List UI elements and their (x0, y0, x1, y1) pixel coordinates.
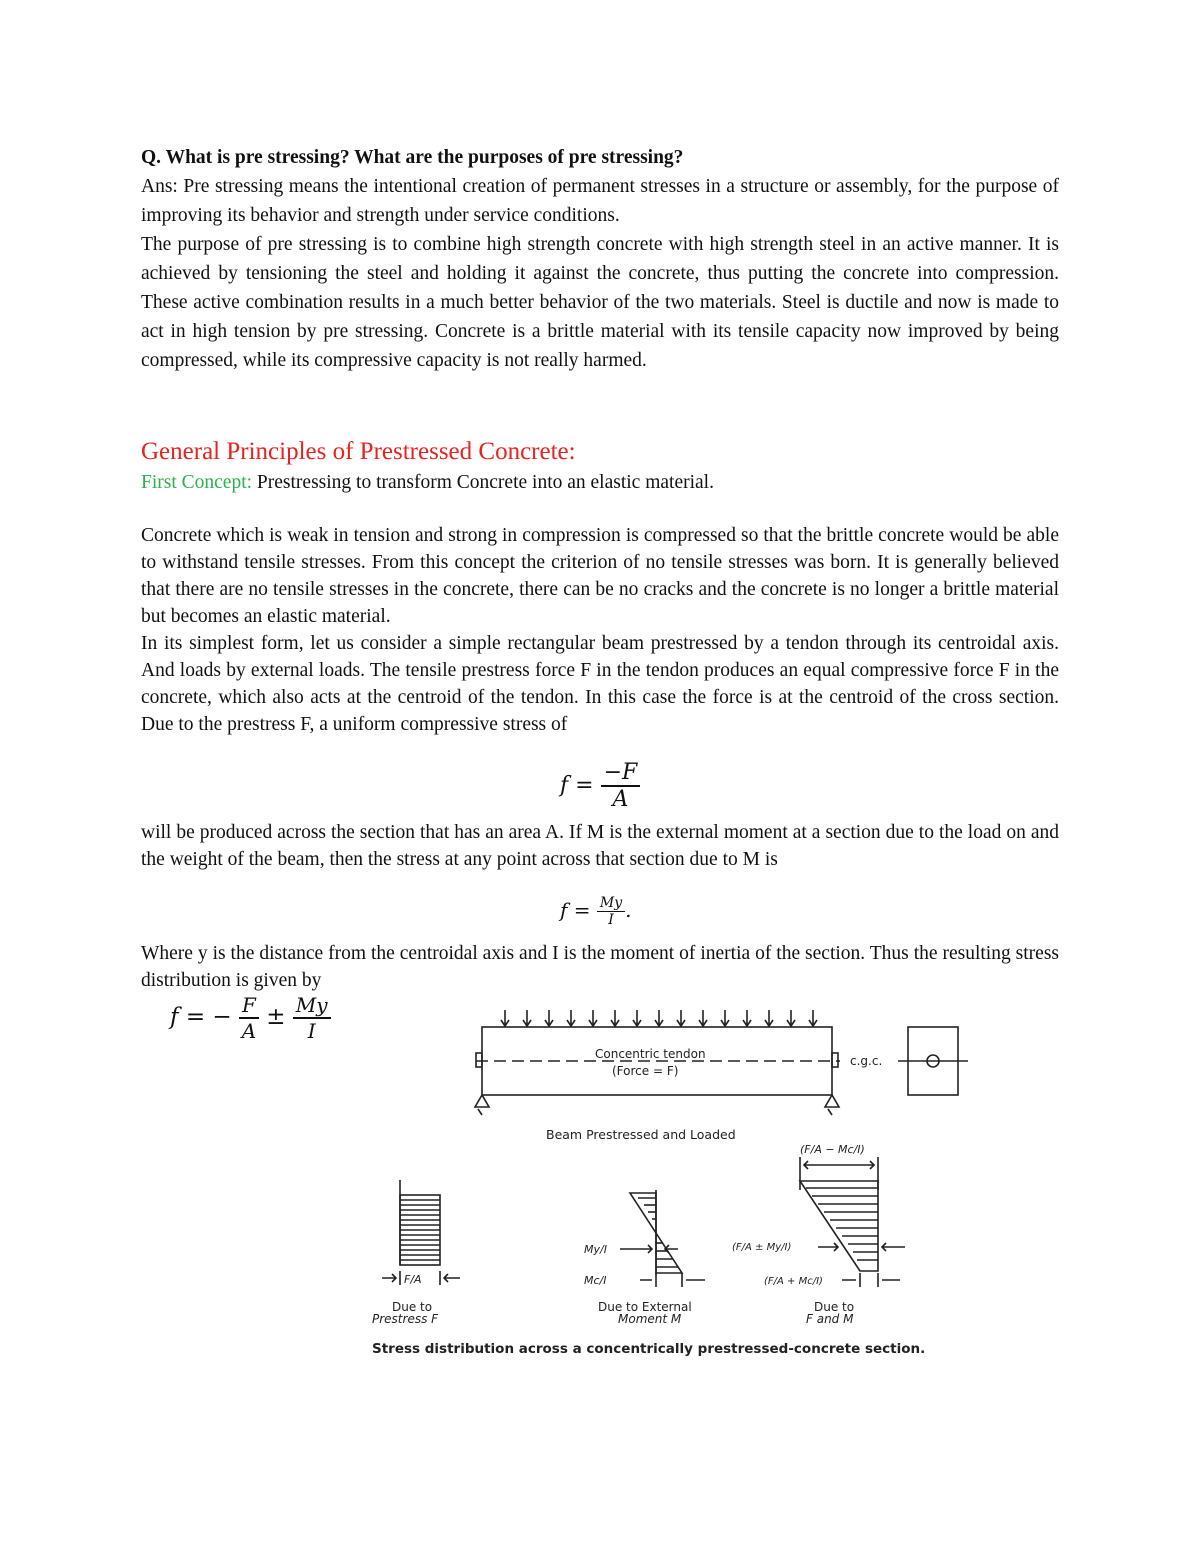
eq2-numerator: My (597, 895, 625, 912)
eq3-lhs: f = − (170, 1004, 232, 1030)
concept-label: First Concept: (141, 472, 253, 493)
bending-stress-triangles (620, 1190, 705, 1287)
answer-paragraph-2: The purpose of pre stressing is to combine high strength concrete with high strength steel in an active manner. It is achieved by tensioning the steel and holding it against the concrete, thus putting the concrete into compression. These active combination results in a much better behavior of the two materials. Steel is ductile and now is made to act in high tension by pre stressing. Concrete is a brittle material with its tensile capacity now improved by being compressed, while its compressive capacity is not really harmed. (141, 234, 1059, 371)
equation-bending-stress (560, 895, 632, 928)
figure-caption: Stress distribution across a concentrically prestressed-concrete section. (372, 1341, 926, 1357)
caption-combined-line2: F and M (806, 1312, 854, 1326)
eq2-lhs: f = (560, 898, 591, 922)
question-heading: Q. What is pre stressing? What are the purposes of pre stressing? (141, 147, 684, 168)
eq1-lhs: f = (560, 773, 594, 798)
eq3-denominator-2: I (307, 1019, 316, 1043)
force-label: (Force = F) (612, 1064, 679, 1078)
paragraph-concrete: Concrete which is weak in tension and strong in compression is compressed so that the brittle concrete would be able to withstand tensile stresses. From this concept the criterion of no tensile stresses was born. It is generally believed that there are no tensile stresses in the concrete, there can be no cracks and the concrete is no longer a brittle material but becomes an elastic material. (141, 525, 1059, 627)
eq1-denominator: A (612, 787, 629, 812)
bot-combo-label: (F/A + Mc/I) (764, 1276, 823, 1287)
caption-prestress-line2: Prestress F (372, 1312, 439, 1326)
answer-paragraph-1: Ans: Pre stressing means the intentional creation of permanent stresses in a structure or assembly, for the purpose of improving its behavior and strength under service conditions. (141, 176, 1059, 226)
support-left (475, 1095, 489, 1115)
paragraph-moment: will be produced across the section that has an area A. If M is the external moment at a section due to the load on and the weight of the beam, then the stress at any point across that section due to M is (141, 822, 1059, 870)
eq3-numerator-2: My (293, 993, 331, 1019)
my-label: My/I (584, 1243, 607, 1256)
eq3-denominator-1: A (241, 1019, 257, 1043)
equation-combined-stress (170, 993, 331, 1043)
distributed-load-arrows (501, 1010, 817, 1026)
eq1-numerator: −F (601, 760, 641, 787)
cgc-label: c.g.c. (850, 1054, 883, 1068)
eq2-fraction (597, 895, 625, 928)
tendon-label: Concentric tendon (595, 1047, 706, 1061)
eq2-tail: . (625, 898, 632, 922)
caption-combined-line1: Due to (814, 1300, 855, 1314)
combined-stress-block (800, 1157, 905, 1287)
caption-prestress-line1: Due to (392, 1300, 433, 1314)
mc-label: Mc/I (584, 1274, 607, 1287)
concept-text: Prestressing to transform Concrete into an elastic material. (252, 472, 714, 493)
eq2-denominator: I (608, 912, 614, 928)
fa-label: F/A (404, 1273, 422, 1286)
caption-moment-line1: Due to External (598, 1300, 692, 1314)
eq3-fraction-2 (293, 993, 331, 1043)
top-combo-label: (F/A − Mc/I) (800, 1143, 865, 1156)
beam-caption: Beam Prestressed and Loaded (546, 1127, 736, 1142)
caption-moment-line2: Moment M (618, 1312, 682, 1326)
uniform-stress-block (382, 1180, 460, 1285)
stress-distribution-figure (360, 1005, 1060, 1360)
tendon-anchor-left (476, 1053, 482, 1067)
eq1-fraction (601, 760, 641, 812)
support-right (825, 1095, 839, 1115)
eq3-operator: ± (266, 1004, 286, 1030)
section-heading: General Principles of Prestressed Concrete: (141, 438, 576, 465)
first-concept-line (141, 468, 1059, 497)
tendon-anchor-right (832, 1053, 838, 1067)
mid-combo-label: (F/A ± My/I) (732, 1242, 792, 1253)
paragraph-distribution: Where y is the distance from the centroidal axis and I is the moment of inertia of the section. Thus the resulting stress distribution is given by (141, 943, 1059, 991)
eq3-numerator-1: F (239, 993, 259, 1019)
equation-uniform-stress (560, 760, 640, 812)
eq3-fraction-1 (239, 993, 259, 1043)
paragraph-beam: In its simplest form, let us consider a simple rectangular beam prestressed by a tendon through its centroidal axis. And loads by external loads. The tensile prestress force F in the tendon produces an equal compressive force F in the concrete, which also acts at the centroid of the tendon. In this case the force is at the centroid of the cross section. Due to the prestress F, a uniform compressive stress of (141, 633, 1059, 735)
